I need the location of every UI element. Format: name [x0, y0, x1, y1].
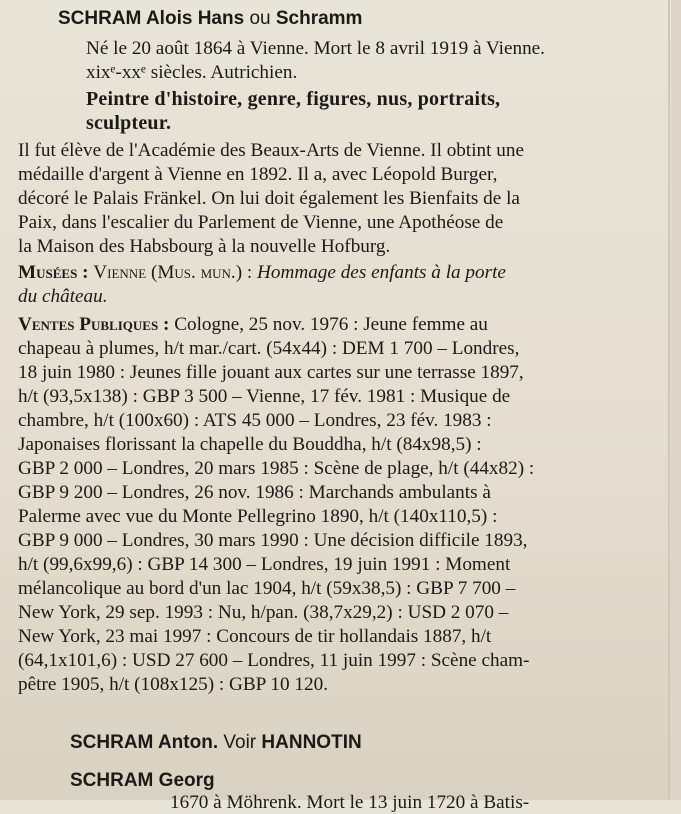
sales-line: New York, 23 mai 1997 : Concours de tir hollandais 1887, h/t	[18, 626, 492, 647]
sales-line: (64,1x101,6) : USD 27 600 – Londres, 11 juin 1997 : Scène cham-	[18, 650, 530, 671]
cross-reference: HANNOTIN	[261, 732, 362, 753]
sales-line: h/t (93,5x138) : GBP 3 500 – Vienne, 17 fév. 1981 : Musique de	[18, 386, 511, 407]
bio-line: décoré le Palais Fränkel. On lui doit également les Bienfaits de la	[18, 188, 520, 209]
sales-line: GBP 2 000 – Londres, 20 mars 1985 : Scène de plage, h/t (44x82) :	[18, 458, 535, 479]
or-word: ou	[249, 8, 271, 29]
artist-name: SCHRAM Alois Hans	[58, 8, 245, 29]
sales-line: Japonaises florissant la chapelle du Bouddha, h/t (84x98,5) :	[18, 434, 482, 455]
sales-line: mélancolique au bord d'un lac 1904, h/t (59x38,5) : GBP 7 700 –	[18, 578, 516, 599]
sales-line: chapeau à plumes, h/t mar./cart. (54x44) : DEM 1 700 – Londres,	[18, 338, 520, 359]
alt-name: Schramm	[275, 8, 363, 29]
sales-line: 18 juin 1980 : Jeunes fille jouant aux cartes sur une terrasse 1897,	[18, 362, 524, 383]
entry-heading-2	[70, 732, 362, 754]
bio-line: Il fut élève de l'Académie des Beaux-Arts de Vienne. Il obtint une	[18, 140, 524, 161]
artist-name-2: SCHRAM Anton.	[70, 732, 219, 753]
museums-line-2: du château.	[18, 286, 108, 307]
sales-line: h/t (99,6x99,6) : GBP 14 300 – Londres, 19 juin 1991 : Moment	[18, 554, 511, 575]
sales-line: GBP 9 200 – Londres, 26 nov. 1986 : Marchands ambulants à	[18, 482, 491, 503]
role-line-1: Peintre d'histoire, genre, figures, nus, portraits,	[86, 88, 501, 110]
sales-line: Palerme avec vue du Monte Pellegrino 1890, h/t (140x110,5) :	[18, 506, 498, 527]
page-gutter	[668, 0, 670, 800]
bio-line: médaille d'argent à Vienne en 1892. Il a, avec Léopold Burger,	[18, 164, 498, 185]
see-word: Voir	[223, 732, 257, 753]
sales-line: pêtre 1905, h/t (108x125) : GBP 10 120.	[18, 674, 328, 695]
next-page-edge	[671, 0, 681, 800]
birth-death-line: Né le 20 août 1864 à Vienne. Mort le 8 avril 1919 à Vienne.	[86, 38, 545, 59]
sales-line: New York, 29 sep. 1993 : Nu, h/pan. (38,7x29,2) : USD 2 070 –	[18, 602, 509, 623]
role-line-2: sculpteur.	[86, 112, 172, 134]
museums-line	[18, 262, 506, 284]
sales-line: Cologne, 25 nov. 1976 : Jeune femme au	[174, 314, 488, 335]
period-line: xixᵉ-xxᵉ siècles. Autrichien.	[86, 62, 298, 83]
sales-line-first	[18, 314, 488, 336]
entry-heading-3: SCHRAM Georg	[70, 770, 215, 791]
entry3-partial-line: 1670 à Möhrenk. Mort le 13 juin 1720 à Batis-	[170, 792, 530, 813]
sales-label: Ventes Publiques :	[18, 314, 170, 335]
bio-line: la Maison des Habsbourg à la nouvelle Hofburg.	[18, 236, 391, 257]
museum-city: Vienne (Mus. mun.) :	[93, 262, 253, 283]
entry-heading	[58, 8, 362, 30]
bio-line: Paix, dans l'escalier du Parlement de Vienne, une Apothéose de	[18, 212, 504, 233]
sales-line: chambre, h/t (100x60) : ATS 45 000 – Londres, 23 fév. 1983 :	[18, 410, 492, 431]
museum-work-title: Hommage des enfants à la porte	[257, 262, 506, 283]
sales-line: GBP 9 000 – Londres, 30 mars 1990 : Une décision difficile 1893,	[18, 530, 528, 551]
museums-label: Musées :	[18, 262, 89, 283]
